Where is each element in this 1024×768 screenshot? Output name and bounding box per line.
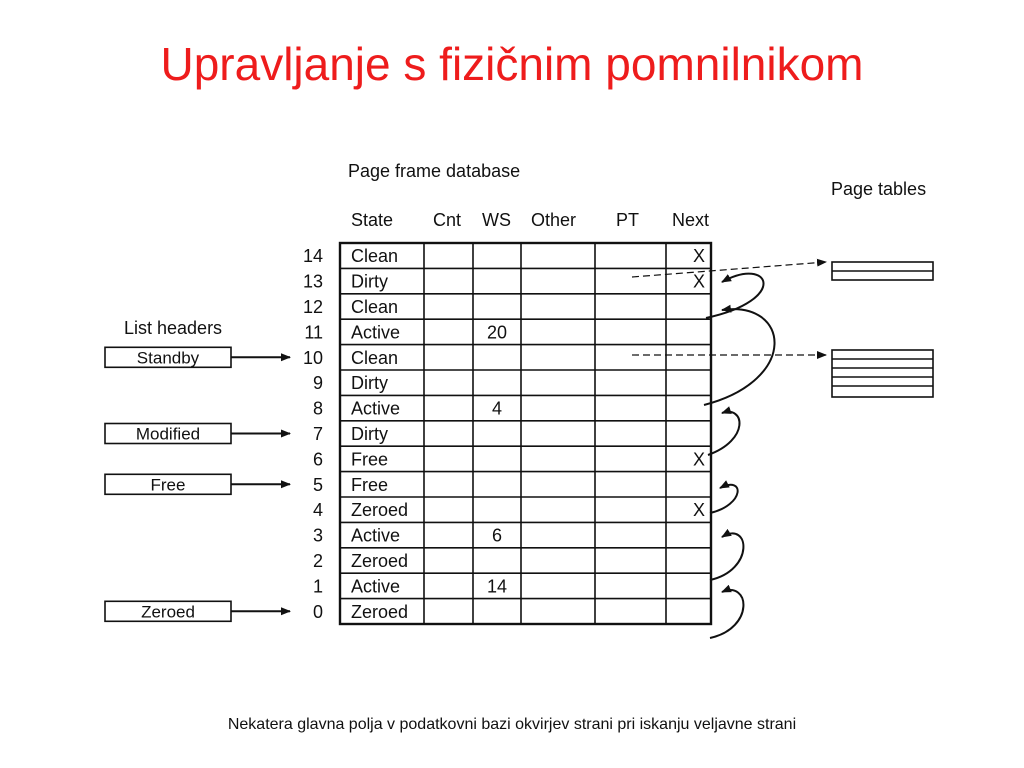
chain-arrow bbox=[710, 485, 738, 513]
frame-state: Clean bbox=[351, 246, 399, 267]
frame-number: 6 bbox=[312, 449, 323, 470]
frame-number: 9 bbox=[312, 373, 323, 394]
frame-number: 8 bbox=[312, 398, 323, 419]
frame-state: Zeroed bbox=[351, 551, 409, 571]
frame-state: Active bbox=[351, 398, 401, 419]
frame-ws: 4 bbox=[491, 398, 503, 419]
list-header bbox=[105, 601, 290, 621]
chain-arrow bbox=[708, 412, 739, 455]
frame-next: X bbox=[692, 246, 706, 267]
frame-state: Dirty bbox=[351, 424, 388, 444]
frame-state: Active bbox=[351, 525, 401, 546]
column-header: Next bbox=[672, 210, 710, 230]
next-chain-arrows bbox=[704, 274, 775, 638]
slide-title: Upravljanje s fizičnim pomnilnikom bbox=[160, 38, 864, 90]
frame-table-cells bbox=[303, 246, 705, 622]
column-header: WS bbox=[482, 210, 511, 230]
frame-next: X bbox=[692, 500, 706, 521]
column-header: PT bbox=[616, 210, 640, 230]
frame-number: 13 bbox=[302, 271, 323, 292]
frame-state: Dirty bbox=[351, 271, 388, 292]
chain-arrow bbox=[710, 534, 743, 580]
caption: Nekatera glavna polja v podatkovni bazi okvirjev strani pri iskanju veljavne strani bbox=[227, 716, 797, 733]
chain-arrow bbox=[710, 590, 743, 638]
frame-number: 7 bbox=[312, 424, 323, 444]
list-header-group bbox=[105, 347, 290, 621]
frame-state: Free bbox=[351, 449, 389, 470]
column-header: Other bbox=[531, 210, 577, 230]
list-header bbox=[105, 424, 290, 444]
page-table-link-arrow bbox=[632, 262, 826, 277]
frame-ws: 20 bbox=[486, 322, 508, 343]
list-headers-label: List headers bbox=[124, 318, 223, 338]
frame-state: Dirty bbox=[351, 373, 388, 394]
frame-number: 3 bbox=[312, 525, 323, 546]
page-tables bbox=[832, 262, 933, 397]
list-header-label: Free bbox=[150, 475, 186, 495]
frame-number: 10 bbox=[302, 347, 323, 368]
list-header bbox=[105, 474, 290, 494]
list-header bbox=[105, 347, 290, 367]
frame-ws: 14 bbox=[486, 576, 508, 597]
frame-number: 4 bbox=[312, 500, 323, 521]
column-header: Cnt bbox=[433, 210, 462, 230]
frame-state: Active bbox=[351, 322, 401, 343]
frame-number: 0 bbox=[312, 601, 323, 622]
chain-arrow bbox=[706, 274, 764, 318]
database-label: Page frame database bbox=[348, 161, 521, 181]
frame-next: X bbox=[692, 449, 706, 470]
column-headers bbox=[351, 210, 709, 230]
frame-number: 2 bbox=[312, 551, 323, 571]
column-header: State bbox=[351, 210, 394, 230]
frame-state: Free bbox=[351, 474, 389, 495]
frame-state: Zeroed bbox=[351, 500, 409, 521]
page-tables-label: Page tables bbox=[831, 179, 927, 199]
chain-arrow bbox=[704, 309, 775, 405]
page-table-large bbox=[832, 350, 933, 397]
frame-number: 5 bbox=[312, 474, 323, 495]
frame-number: 1 bbox=[312, 576, 323, 597]
list-header-label: Modified bbox=[135, 424, 201, 444]
frame-number: 11 bbox=[304, 322, 323, 343]
list-header-label: Zeroed bbox=[141, 602, 195, 622]
frame-state: Clean bbox=[351, 297, 399, 317]
frame-number: 12 bbox=[302, 297, 323, 317]
frame-ws: 6 bbox=[491, 525, 503, 546]
frame-state: Active bbox=[351, 576, 401, 597]
frame-state: Zeroed bbox=[351, 601, 409, 622]
frame-state: Clean bbox=[351, 347, 399, 368]
frame-number: 14 bbox=[302, 246, 323, 267]
frame-next: X bbox=[692, 271, 706, 292]
list-header-label: Standby bbox=[136, 348, 200, 368]
